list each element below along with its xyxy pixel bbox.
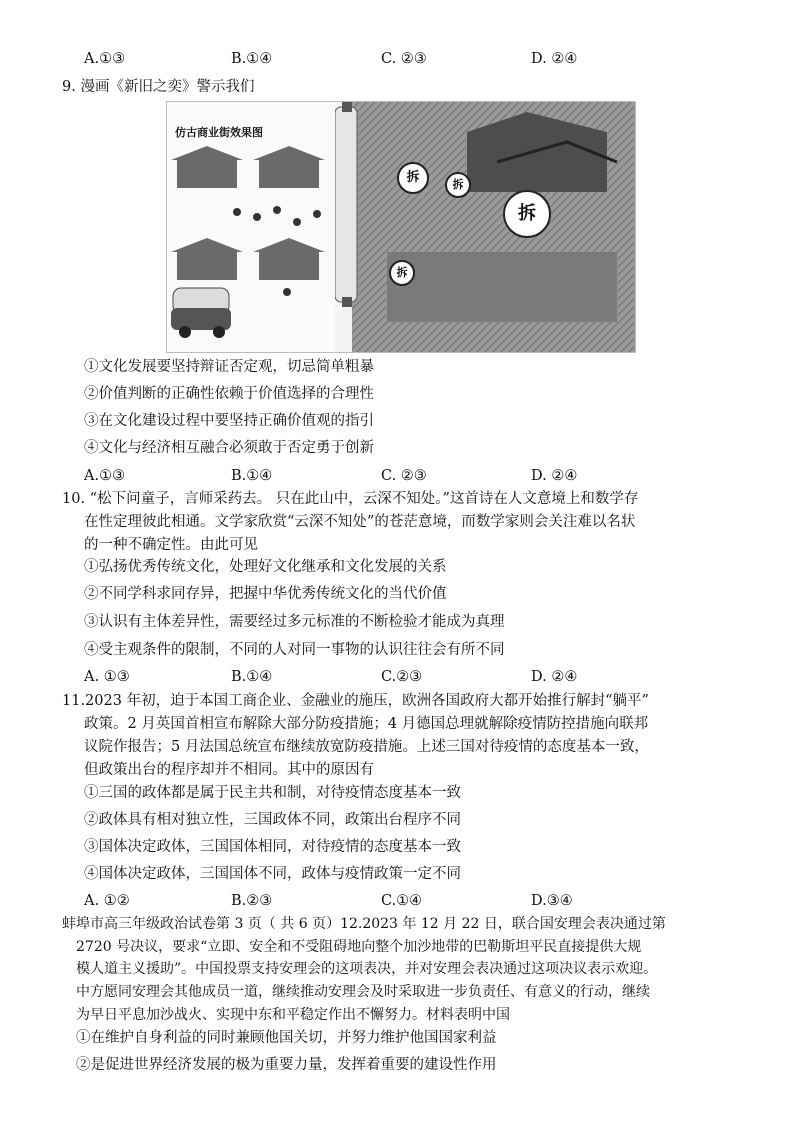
q8-option-c: C. ②③ [381, 51, 427, 67]
q11-option-b: B.②③ [231, 893, 273, 909]
q10-item-4: ④受主观条件的限制，不同的人对同一事物的认识往往会有所不同 [84, 642, 505, 658]
q9-item-1: ①文化发展要坚持辩证否定观，切忌简单粗暴 [84, 359, 374, 375]
demolish-mark: 拆 [445, 172, 471, 198]
q11-option-d: D.③④ [531, 893, 573, 909]
q9-item-4: ④文化与经济相互融合必须敢于否定勇于创新 [84, 440, 374, 456]
q9-option-b: B.①④ [231, 468, 273, 484]
q12-stem-line: 蚌埠市高三年级政治试卷第 3 页（ 共 6 页）12.2023 年 12 月 22 日，联合国安理会表决通过第 [62, 916, 666, 932]
q11-item-3: ③国体决定政体，三国国体相同，对待疫情的态度基本一致 [84, 839, 461, 855]
q9-item-2: ②价值判断的正确性依赖于价值选择的合理性 [84, 386, 374, 402]
q9-option-d: D. ②④ [531, 468, 578, 484]
demolish-mark: 拆 [389, 260, 415, 286]
q10-item-1: ①弘扬优秀传统文化，处理好文化继承和文化发展的关系 [84, 559, 447, 575]
q12-item-2: ②是促进世界经济发展的极为重要力量，发挥着重要的建设性作用 [76, 1057, 497, 1073]
q10-item-3: ③认识有主体差异性，需要经过多元标准的不断检验才能成为真理 [84, 614, 505, 630]
q11-stem-line: 议院作报告；5 月法国总统宣布继续放宽防疫措施。上述三国对待疫情的态度基本一致， [84, 739, 649, 755]
q10-stem-line: 10. “松下问童子，言师采药去。 只在此山中，云深不知处。”这首诗在人文意境上和数学存 [62, 491, 639, 507]
cartoon-figure [166, 101, 636, 353]
figure-caption: 仿古商业街效果图 [175, 126, 263, 139]
q10-option-a: A. ①③ [84, 669, 130, 685]
q11-stem-line: 政策。2 月英国首相宣布解除大部分防疫措施；4 月德国总理就解除疫情防控措施向联邦 [84, 716, 649, 732]
q10-option-c: C.②③ [381, 669, 423, 685]
q12-stem-line: 模人道主义援助”。中国投票支持安理会的这项表决，并对安理会表决通过这项决议表示欢迎。 [76, 961, 658, 977]
q10-stem-line: 的一种不确定性。由此可见 [84, 537, 258, 553]
q11-item-2: ②政体具有相对独立性，三国政体不同，政策出台程序不同 [84, 812, 461, 828]
q9-option-a: A.①③ [84, 468, 126, 484]
q12-stem-line: 2720 号决议，要求“立即、安全和不受阻碍地向整个加沙地带的巴勒斯坦平民直接提供大规 [76, 939, 642, 955]
q12-stem-line: 为早日平息加沙战火、实现中东和平稳定作出不懈努力。材料表明中国 [76, 1007, 510, 1023]
q8-option-b: B.①④ [231, 51, 273, 67]
demolish-mark: 拆 [503, 190, 551, 238]
q11-item-4: ④国体决定政体，三国国体不同，政体与疫情政策一定不同 [84, 866, 461, 882]
q11-stem-line: 11.2023 年初，迫于本国工商企业、金融业的施压，欧洲各国政府大都开始推行解封“躺平” [62, 693, 649, 709]
q11-option-a: A. ①② [84, 893, 130, 909]
q10-stem-line: 在性定理彼此相通。文学家欣赏“云深不知处”的苍茫意境，而数学家则会关注难以名状 [84, 514, 636, 530]
q10-option-d: D. ②④ [531, 669, 578, 685]
q9-item-3: ③在文化建设过程中要坚持正确价值观的指引 [84, 413, 374, 429]
q8-option-a: A.①③ [84, 51, 126, 67]
q12-item-1: ①在维护自身利益的同时兼顾他国关切，并努力维护他国国家利益 [76, 1030, 497, 1046]
q12-stem-line: 中方愿同安理会其他成员一道，继续推动安理会及时采取进一步负责任、有意义的行动，继续 [76, 984, 650, 1000]
q11-option-c: C.①④ [381, 893, 423, 909]
q11-item-1: ①三国的政体都是属于民主共和制，对待疫情态度基本一致 [84, 785, 461, 801]
q10-option-b: B.①④ [231, 669, 273, 685]
q11-stem-line: 但政策出台的程序却并不相同。其中的原因有 [84, 762, 374, 778]
q9-stem: 9. 漫画《新旧之奕》警示我们 [62, 79, 255, 95]
q10-item-2: ②不同学科求同存异，把握中华优秀传统文化的当代价值 [84, 586, 447, 602]
q8-option-d: D. ②④ [531, 51, 578, 67]
demolish-mark: 拆 [397, 162, 429, 194]
q9-option-c: C. ②③ [381, 468, 427, 484]
